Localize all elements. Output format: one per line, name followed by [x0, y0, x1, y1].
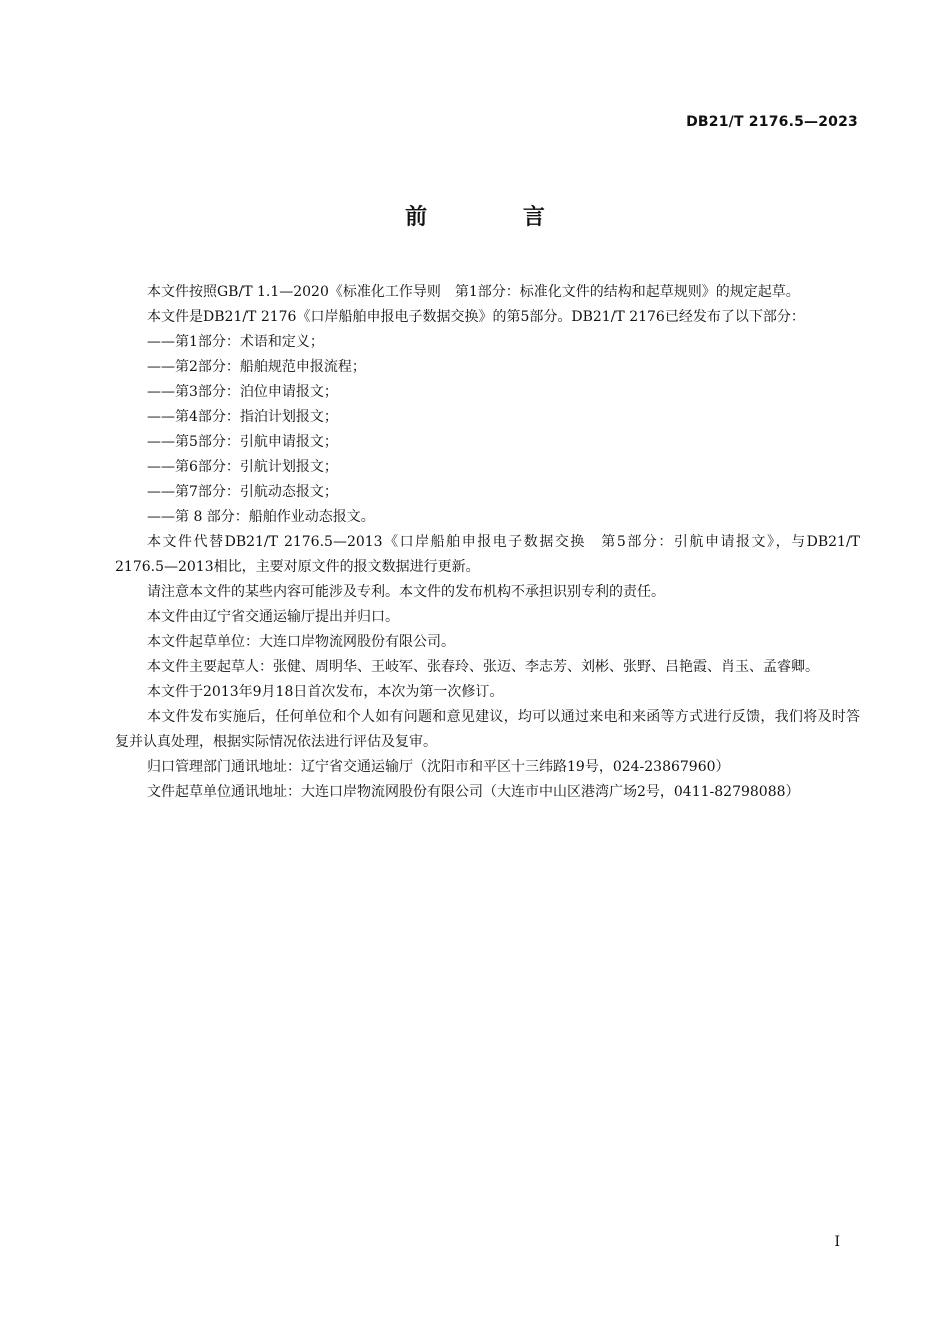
paragraph: 本文件起草单位：大连口岸物流网股份有限公司。: [147, 634, 455, 650]
list-item: ——第4部分：指泊计划报文；: [147, 409, 338, 425]
document-id: DB21/T 2176.5—2023: [686, 114, 858, 130]
page-number: I: [834, 1234, 840, 1250]
list-item: ——第6部分：引航计划报文；: [147, 459, 338, 475]
paragraph: 本文件按照GB/T 1.1—2020《标准化工作导则 第1部分：标准化文件的结构和起草规则》的规定起草。: [147, 284, 800, 300]
list-item: ——第3部分：泊位申请报文；: [147, 384, 338, 400]
document-body: [115, 280, 860, 805]
paragraph: 本文件发布实施后，任何单位和个人如有问题和意见建议，均可以通过来电和来函等方式进行反馈，我们将及时答复并认真处理，根据实际情况依法进行评估及复审。: [115, 709, 860, 750]
paragraph: 本文件主要起草人：张健、周明华、王岐军、张春玲、张迈、李志芳、刘彬、张野、吕艳霞、肖玉、孟睿卿。: [147, 659, 819, 675]
list-item: ——第 8 部分：船舶作业动态报文。: [147, 509, 375, 525]
paragraph: 请注意本文件的某些内容可能涉及专利。本文件的发布机构不承担识别专利的责任。: [147, 584, 665, 600]
list-item: ——第7部分：引航动态报文；: [147, 484, 338, 500]
list-item: ——第2部分：船舶规范申报流程；: [147, 359, 366, 375]
paragraph: 本文件是DB21/T 2176《口岸船舶申报电子数据交换》的第5部分。DB21/T 2176已经发布了以下部分：: [147, 309, 805, 325]
list-item: ——第1部分：术语和定义；: [147, 334, 324, 350]
page-title: 前 言: [405, 205, 589, 230]
list-item: ——第5部分：引航申请报文；: [147, 434, 338, 450]
paragraph: 本文件于2013年9月18日首次发布，本次为第一次修订。: [147, 684, 504, 700]
paragraph: 本文件由辽宁省交通运输厅提出并归口。: [147, 609, 399, 625]
paragraph: 本文件代替DB21/T 2176.5—2013《口岸船舶申报电子数据交换 第5部分：引航申请报文》，与DB21/T 2176.5—2013相比，主要对原文件的报文数据进行更新。: [115, 534, 860, 575]
paragraph: 文件起草单位通讯地址：大连口岸物流网股份有限公司（大连市中山区港湾广场2号，0411-82798088）: [147, 784, 800, 800]
paragraph: 归口管理部门通讯地址：辽宁省交通运输厅（沈阳市和平区十三纬路19号，024-23867960）: [147, 759, 730, 775]
